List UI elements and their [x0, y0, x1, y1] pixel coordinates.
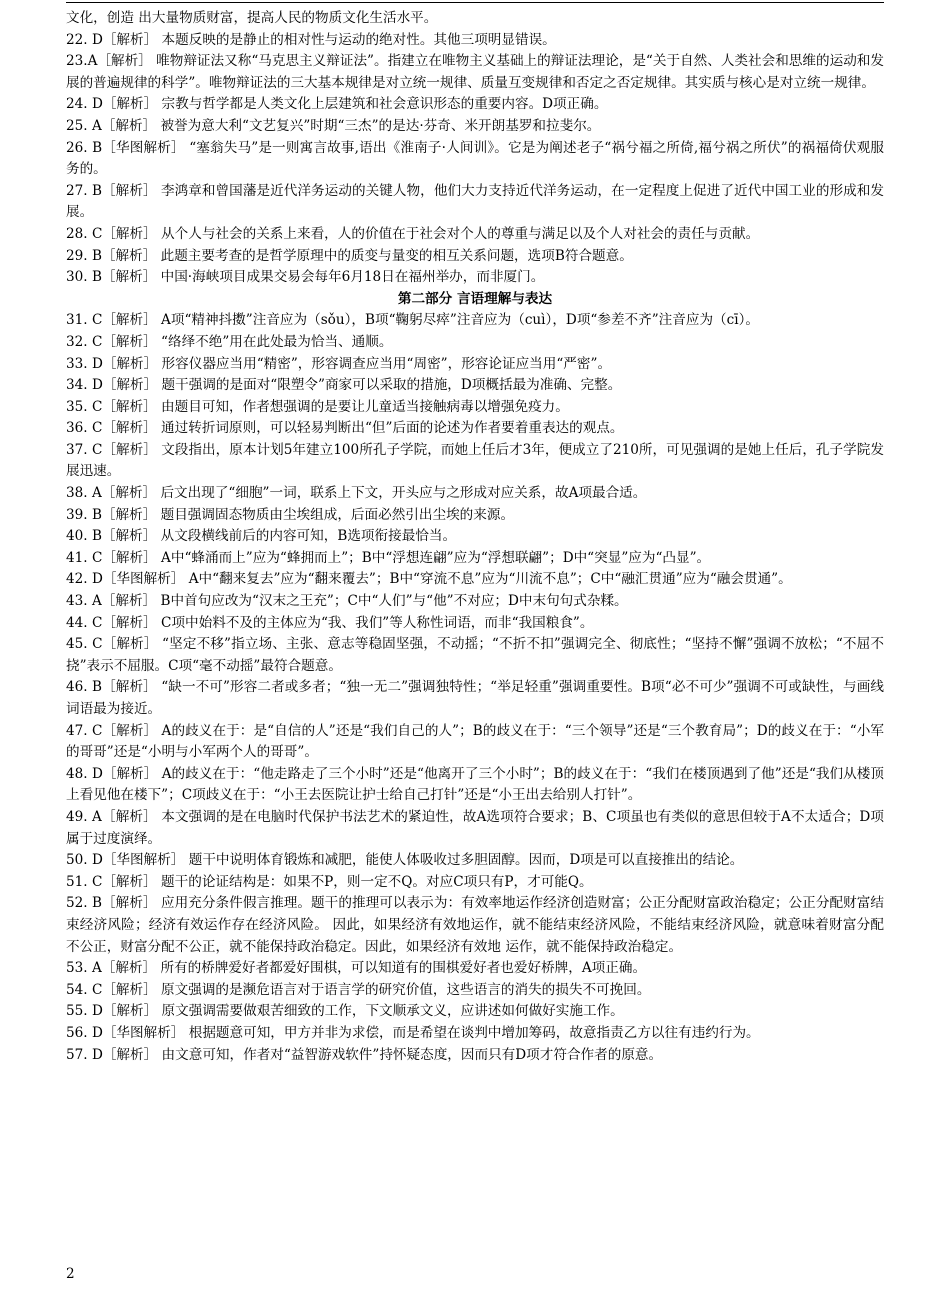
answer-33: 33. D［解析］ 形容仪器应当用“精密”，形容调查应当用“周密”，形容论证应当用“严密”。 — [66, 355, 612, 372]
answer-22: 22. D［解析］ 本题反映的是静止的相对性与运动的绝对性。其他三项明显错误。 — [66, 31, 556, 48]
answer-47: 47. C［解析］ A的歧义在于：是“自信的人”还是“我们自己的人”；B的歧义在于：“三个领导”还是“三个教育局”；D的歧义在于：“小军的哥哥”还是“小明与小军两个人的哥哥”。 — [66, 722, 884, 761]
answer-34: 34. D［解析］ 题干强调的是面对“限塑令”商家可以采取的措施，D项概括最为准确、完整。 — [66, 377, 622, 394]
answer-44: 44. C［解析］ C项中始料不及的主体应为“我、我们”等人称性词语，而非“我国粮食”。 — [66, 614, 594, 631]
answer-55: 55. D［解析］ 原文强调需要做艰苦细致的工作，下文顺承文义，应讲述如何做好实施工作。 — [66, 1003, 624, 1020]
answer-25: 25. A［解析］ 被誉为意大利“文艺复兴”时期“三杰”的是达·芬奇、米开朗基罗和拉斐尔。 — [66, 117, 601, 134]
answer-23: 23.A［解析］ 唯物辩证法又称“马克思主义辩证法”。指建立在唯物主义基础上的辩证法理论，是“关于自然、人类社会和思维的运动和发展的普遍规律的科学”。唯物辩证法的三大基本规律是对立统一规律、质量互变规律和否定之否定规律。其实质与核心是对立统一规律。 — [66, 53, 884, 91]
answer-37: 37. C［解析］ 文段指出，原本计划5年建立100所孔子学院，而她上任后才3年，便成立了210所，可见强调的是她上任后，孔子学院发展迅速。 — [66, 441, 884, 480]
answer-28: 28. C［解析］ 从个人与社会的关系上来看，人的价值在于社会对个人的尊重与满足以及个人对社会的责任与贡献。 — [66, 225, 760, 242]
answer-51: 51. C［解析］ 题干的论证结构是：如果不P，则一定不Q。对应C项只有P，才可能Q。 — [66, 873, 593, 890]
answer-24: 24. D［解析］ 宗教与哲学都是人类文化上层建筑和社会意识形态的重要内容。D项正确。 — [66, 96, 608, 113]
text-line: 文化，创造 出大量物质财富，提高人民的物质文化生活水平。 — [66, 10, 438, 26]
answer-57: 57. D［解析］ 由文意可知，作者对“益智游戏软件”持怀疑态度，因而只有D项才符合作者的原意。 — [66, 1046, 663, 1063]
answer-56: 56. D［华图解析］ 根据题意可知，甲方并非为求偿，而是希望在谈判中增加筹码，故意指责乙方以往有违约行为。 — [66, 1024, 760, 1041]
answer-50: 50. D［华图解析］ 题干中说明体育锻炼和减肥，能使人体吸收过多胆固醇。因而，D项是可以直接推出的结论。 — [66, 852, 744, 869]
answer-54: 54. C［解析］ 原文强调的是濒危语言对于语言学的研究价值，这些语言的消失的损失不可挽回。 — [66, 981, 651, 998]
answer-26: 26. B［华图解析］ “塞翁失马”是一则寓言故事,语出《淮南子·人间训》。它是为阐述老子“祸兮福之所倚,福兮祸之所伏”的祸福倚伏观服务的。 — [66, 139, 884, 178]
answer-53: 53. A［解析］ 所有的桥牌爱好者都爱好围棋，可以知道有的围棋爱好者也爱好桥牌，A项正确。 — [66, 960, 647, 977]
answer-46: 46. B［解析］ “缺一不可”形容二者或多者；“独一无二”强调独特性；“举足轻重”强调重要性。B项“必不可少”强调不可或缺性，与画线词语最为接近。 — [66, 679, 884, 717]
answer-27: 27. B［解析］ 李鸿章和曾国藩是近代洋务运动的关键人物，他们大力支持近代洋务运动，在一定程度上促进了近代中国工业的形成和发展。 — [66, 182, 884, 221]
answer-explanations — [66, 8, 884, 1066]
answer-30: 30. B［解析］ 中国·海峡项目成果交易会每年6月18日在福州举办，而非厦门。 — [66, 269, 545, 286]
answer-31: 31. C［解析］ A项“精神抖擞”注音应为（sǒu），B项“鞠躬尽瘁”注音应为（cuì），D项“参差不齐”注音应为（cī）。 — [66, 312, 760, 329]
answer-48: 48. D［解析］ A的歧义在于：“他走路走了三个小时”还是“他离开了三个小时”；B的歧义在于：“我们在楼顶遇到了他”还是“我们从楼顶上看见他在楼下”；C项歧义在于：“小王去医院让护士给自己打针”还是“小王出去给别人打针”。 — [66, 765, 884, 804]
answer-29: 29. B［解析］ 此题主要考查的是哲学原理中的质变与量变的相互关系问题，选项B符合题意。 — [66, 247, 633, 264]
section-heading: 第二部分 言语理解与表达 — [397, 290, 553, 307]
answer-39: 39. B［解析］ 题目强调固态物质由尘埃组成，后面必然引出尘埃的来源。 — [66, 506, 515, 523]
page-number: 2 — [66, 1266, 75, 1282]
answer-49: 49. A［解析］ 本文强调的是在电脑时代保护书法艺术的紧迫性，故A选项符合要求；B、C项虽也有类似的意思但较于A不太适合；D项属于过度演绎。 — [66, 808, 884, 847]
answer-36: 36. C［解析］ 通过转折词原则，可以轻易判断出“但”后面的论述为作者要着重表达的观点。 — [66, 420, 624, 437]
answer-35: 35. C［解析］ 由题目可知，作者想强调的是要让儿童适当接触病毒以增强免疫力。 — [66, 398, 569, 415]
answer-52: 52. B［解析］ 应用充分条件假言推理。题干的推理可以表示为：有效率地运作经济创造财富；公正分配财富政治稳定；公正分配财富结束经济风险；经济有效运作存在经济风险。 因此，如果经济有效地运作，就不能结束经济风险，不能结束经济风险，就意味着财富分配不公正，财富分配不公正，就不能保持政治稳定。因此，如果经济有效地 运作，就不能保持政治稳定。 — [66, 895, 884, 955]
answer-38: 38. A［解析］ 后文出现了“细胞”一词，联系上下文，开头应与之形成对应关系，故A项最合适。 — [66, 485, 647, 502]
answer-45: 45. C［解析］ “坚定不移”指立场、主张、意志等稳固坚强，不动摇；“不折不扣”强调完全、彻底性；“坚持不懈”强调不放松；“不屈不挠”表示不屈服。C项“毫不动摇”最符合题意。 — [66, 636, 884, 674]
answer-32: 32. C［解析］ “络绎不绝”用在此处最为恰当、通顺。 — [66, 333, 393, 350]
header-rule — [66, 2, 884, 3]
answer-40: 40. B［解析］ 从文段横线前后的内容可知，B选项衔接最恰当。 — [66, 528, 457, 545]
answer-43: 43. A［解析］ B中首句应改为“汉末之王充”；C中“人们”与“他”不对应；D中末句句式杂糅。 — [66, 593, 628, 610]
answer-41: 41. C［解析］ A中“蜂涌而上”应为“蜂拥而上”；B中“浮想连翩”应为“浮想联翩”；D中“突显”应为“凸显”。 — [66, 549, 711, 566]
answer-42: 42. D［华图解析］ A中“翻来复去”应为“翻来覆去”；B中“穿流不息”应为“川流不息”；C中“融汇贯通”应为“融会贯通”。 — [66, 571, 792, 588]
